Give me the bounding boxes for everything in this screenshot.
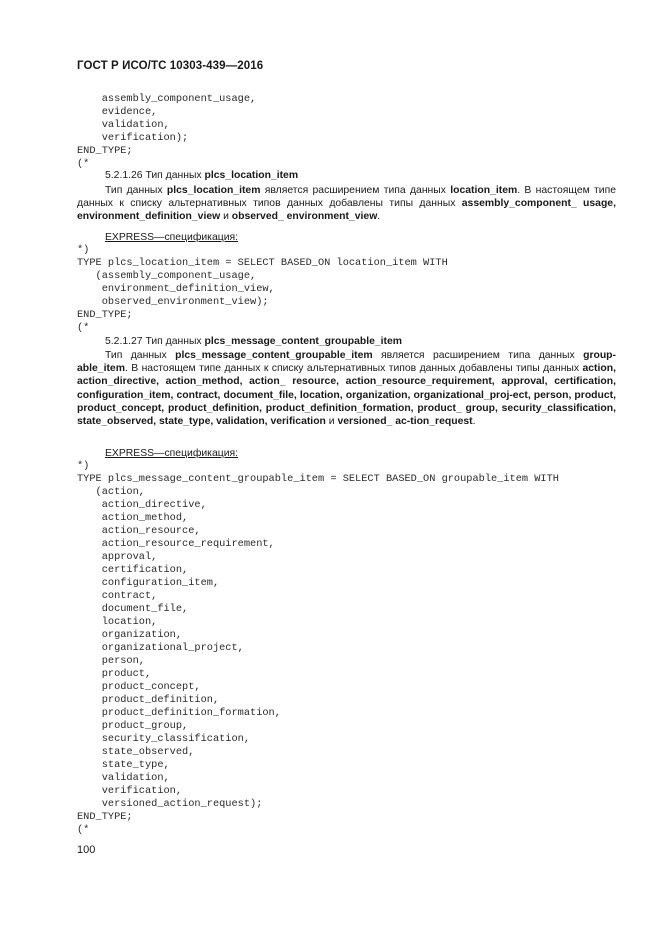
section-name: plcs_message_content_groupable_item — [204, 336, 403, 347]
section-number: 5.2.1.26 Тип данных — [105, 170, 205, 181]
code-line: security_classification, — [77, 733, 251, 745]
code-line: environment_definition_view, — [77, 283, 275, 295]
code-block-location-item — [77, 244, 448, 335]
code-line: (* — [77, 322, 90, 334]
code-line: versioned_action_request); — [77, 798, 263, 810]
text-run: . — [472, 416, 476, 428]
code-line: product_group, — [77, 720, 189, 732]
code-line: state_observed, — [77, 746, 195, 758]
bold-term: action, action_directive, action_method, action_ resource, action_resource_requirement, approval, certification, configuration_item, contract, document_file, location, organization, organizational_proj-ect, person, product, product_concept, product_definition, product_definition_formation, product_ group, security_classification, state_observed, state_type, validation, verification — [77, 363, 616, 428]
code-line: organization, — [77, 629, 183, 641]
code-line: person, — [77, 655, 145, 667]
page-number: 100 — [77, 844, 96, 856]
code-line: END_TYPE; — [77, 811, 133, 823]
express-spec-label: EXPRESS—спецификация: — [105, 448, 239, 459]
code-line: location, — [77, 616, 158, 628]
code-line: approval, — [77, 551, 158, 563]
code-line: product_concept, — [77, 681, 201, 693]
code-line: evidence, — [77, 106, 158, 118]
text-run: и — [325, 416, 338, 428]
text-run: . В настоящем типе данных к списку альтернативных типов данных добавлены типы данных — [77, 185, 617, 210]
code-line: validation, — [77, 119, 170, 131]
code-line: contract, — [77, 590, 158, 602]
code-line: assembly_component_usage, — [77, 93, 257, 105]
code-line: END_TYPE; — [77, 309, 133, 321]
section-name: plcs_location_item — [204, 170, 299, 181]
code-line: product_definition_formation, — [77, 707, 281, 719]
code-line: state_type, — [77, 759, 170, 771]
bold-term: plcs_location_item — [166, 185, 261, 196]
bold-term: observed_ environment_view — [231, 211, 378, 223]
code-line: configuration_item, — [77, 577, 220, 589]
code-line: action_resource, — [77, 525, 201, 537]
code-line: certification, — [77, 564, 189, 576]
code-line: TYPE plcs_location_item = SELECT BASED_ON location_item WITH — [77, 257, 448, 269]
code-line: action_method, — [77, 512, 189, 524]
code-line: action_resource_requirement, — [77, 538, 275, 550]
code-line: (action, — [77, 486, 145, 498]
code-line: *) — [77, 244, 90, 256]
code-line: (assembly_component_usage, — [77, 270, 257, 282]
section-heading-location-item — [105, 170, 298, 181]
code-line: *) — [77, 460, 90, 472]
express-spec-label: EXPRESS—спецификация: — [105, 232, 239, 243]
code-line: TYPE plcs_message_content_groupable_item = SELECT BASED_ON groupable_item WITH — [77, 473, 559, 485]
text-run: . — [377, 211, 381, 223]
bold-term: assembly_component_ usage, environment_definition_view — [77, 198, 616, 223]
code-line: product, — [77, 668, 152, 680]
section-paragraph-location-item — [77, 184, 616, 224]
code-line: observed_environment_view); — [77, 296, 269, 308]
section-paragraph-groupable-item — [77, 349, 616, 428]
bold-term: plcs_message_content_groupable_item — [175, 350, 373, 361]
text-run: является расширением типа данных — [260, 185, 451, 196]
document-header: ГОСТ Р ИСО/ТС 10303-439—2016 — [77, 60, 264, 72]
code-block-groupable-item — [77, 460, 559, 837]
section-heading-groupable-item — [105, 336, 402, 347]
code-line: action_directive, — [77, 499, 207, 511]
bold-term: location_item — [450, 185, 518, 196]
code-block-1 — [77, 93, 256, 171]
text-run: Тип данных — [105, 185, 167, 196]
code-line: product_definition, — [77, 694, 220, 706]
section-number: 5.2.1.27 Тип данных — [105, 336, 205, 347]
bold-term: group-able_item — [77, 350, 616, 375]
text-run: Тип данных — [105, 350, 176, 361]
bold-term: versioned_ ac-tion_request — [337, 416, 473, 428]
code-line: validation, — [77, 772, 170, 784]
text-run: и — [220, 211, 232, 223]
code-line: (* — [77, 824, 90, 836]
code-line: END_TYPE; — [77, 145, 133, 157]
text-run: является расширением типа данных — [372, 350, 584, 361]
code-line: organizational_project, — [77, 642, 244, 654]
code-line: verification); — [77, 132, 189, 144]
code-line: document_file, — [77, 603, 189, 615]
code-line: (* — [77, 158, 90, 170]
code-line: verification, — [77, 785, 183, 797]
text-run: . В настоящем типе данных к списку альтернативных типов данных добавлены типы данных — [124, 363, 583, 375]
